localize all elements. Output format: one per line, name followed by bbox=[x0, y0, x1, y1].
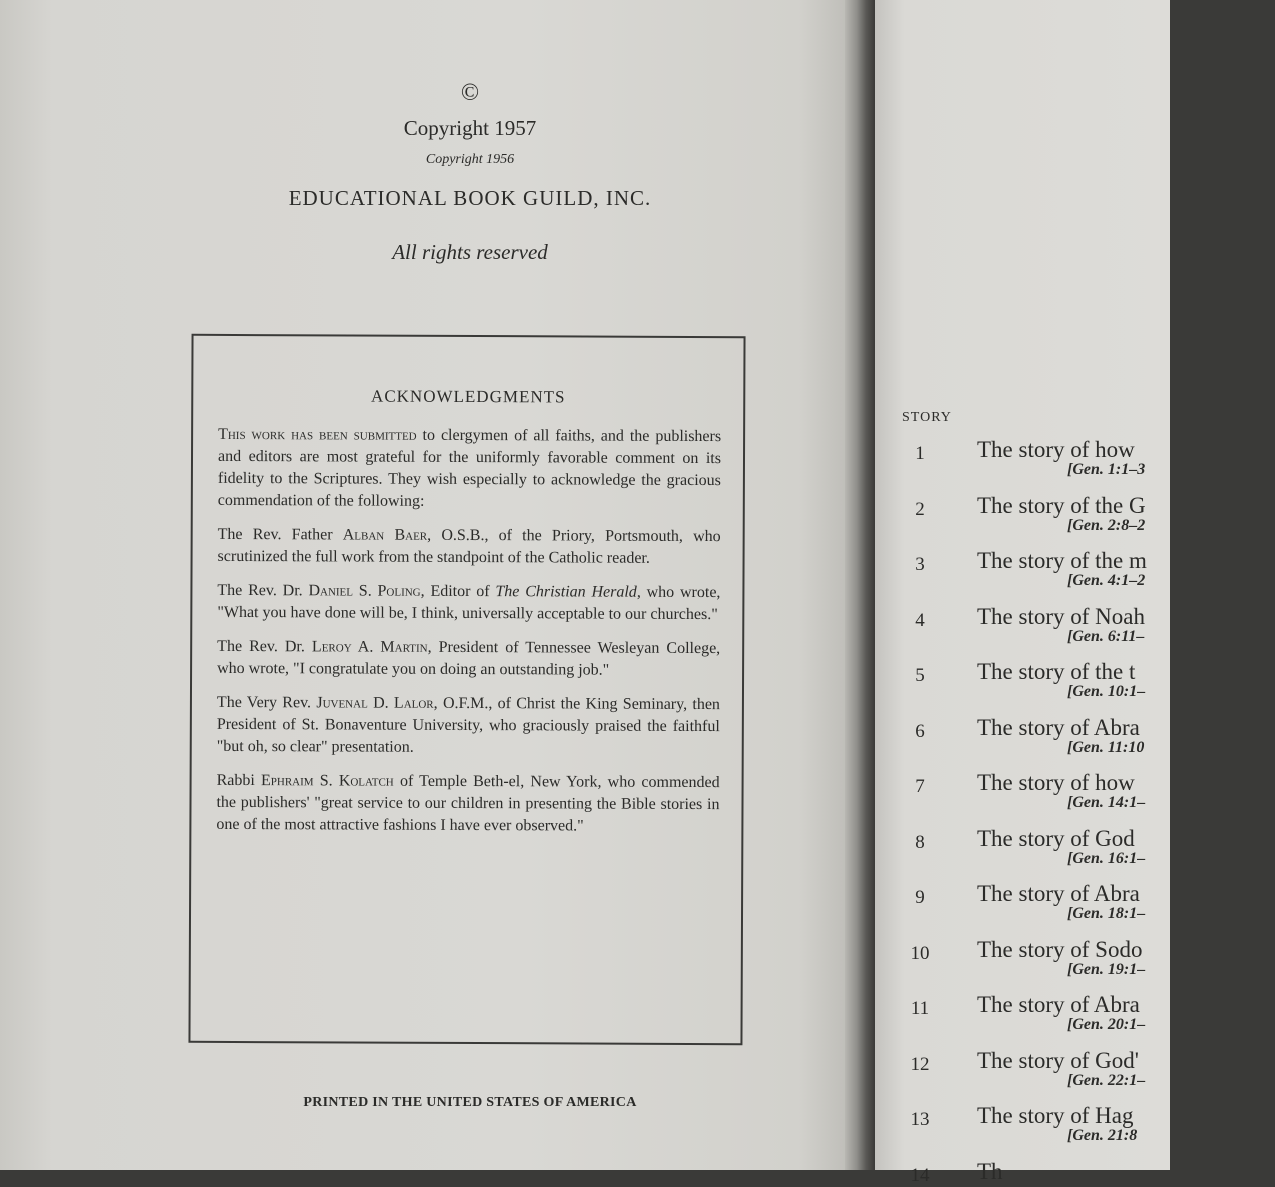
scripture-reference: [Gen. 6:11– bbox=[1067, 627, 1145, 645]
ack-paragraph-poling bbox=[217, 580, 720, 626]
acknowledgments-body bbox=[216, 424, 721, 850]
scripture-reference: [Gen. 19:1– bbox=[1067, 960, 1146, 978]
ack-name-martin: Leroy A. Martin bbox=[311, 638, 428, 656]
story-column-label: STORY bbox=[902, 410, 952, 425]
story-title: The story of Abra bbox=[977, 714, 1140, 740]
ack-text: , President of Tennessee Wesleyan College, who wrote, "I congratulate you on doing an outstanding job." bbox=[217, 638, 721, 679]
ack-paragraph-baer bbox=[218, 524, 721, 570]
story-number: 9 bbox=[915, 887, 925, 908]
ack-paragraph-kolatch bbox=[216, 770, 719, 838]
ack-text: , Editor of bbox=[420, 582, 496, 601]
story-title: The story of Abra bbox=[977, 881, 1140, 906]
ack-name-poling: Daniel S. Poling bbox=[308, 582, 421, 600]
scripture-reference: [Gen. 16:1– bbox=[1067, 849, 1146, 867]
ack-title: The Rev. Dr. bbox=[217, 581, 309, 600]
ack-text: of Temple Beth-el, New York, who commended the publishers' "great service to our children in presenting the Bible stories in one of the most attractive fashions I have ever observed." bbox=[216, 772, 720, 835]
story-number: 14 bbox=[910, 1164, 930, 1186]
ack-name-kolatch: Ephraim S. Kolatch bbox=[260, 772, 394, 790]
story-number: 13 bbox=[910, 1109, 930, 1130]
ack-paragraph-martin bbox=[217, 636, 720, 682]
story-number: 7 bbox=[915, 776, 925, 797]
story-title: The story of Sodo bbox=[977, 936, 1143, 962]
story-number: 5 bbox=[915, 665, 925, 686]
story-title: The story of Hag bbox=[977, 1103, 1134, 1128]
copyright-line-1957: Copyright 1957 bbox=[403, 116, 537, 140]
scripture-reference: [Gen. 22:1– bbox=[1067, 1071, 1146, 1089]
right-page bbox=[875, 0, 1170, 1186]
story-number: 1 bbox=[915, 443, 925, 464]
story-title: The story of Noah bbox=[977, 603, 1145, 629]
story-title: The story of how bbox=[977, 770, 1135, 795]
story-title: The story of God' bbox=[977, 1047, 1139, 1073]
story-number: 11 bbox=[910, 998, 930, 1019]
ack-text: , O.S.B., of the Priory, Portsmouth, who scrutinized the full work from the standpoint of the Catholic reader. bbox=[217, 526, 721, 567]
story-title: The story of the G bbox=[977, 492, 1146, 518]
publisher-name: EDUCATIONAL BOOK GUILD, INC. bbox=[288, 186, 652, 210]
story-number: 2 bbox=[915, 498, 925, 520]
ack-title: The Rev. Father bbox=[217, 525, 343, 544]
scripture-reference: [Gen. 1:1–3 bbox=[1067, 461, 1146, 478]
scripture-reference: [Gen. 18:1– bbox=[1067, 905, 1146, 922]
story-number: 4 bbox=[915, 609, 925, 631]
story-number: 12 bbox=[910, 1053, 930, 1075]
ack-paragraph-intro bbox=[218, 424, 721, 514]
scripture-reference: [Gen. 14:1– bbox=[1067, 794, 1146, 811]
ack-text: , who wrote, "What you have done will be, I think, universally acceptable to our churches." bbox=[217, 583, 721, 624]
scripture-reference: [Gen. 20:1– bbox=[1067, 1016, 1146, 1033]
ack-lead-in: This work has been submitted bbox=[218, 425, 417, 444]
ack-name-lalor: Juvenal D. Lalor bbox=[316, 694, 434, 712]
story-number: 6 bbox=[915, 720, 925, 742]
ack-publication: The Christian Herald bbox=[495, 583, 637, 601]
ack-intro-text: to clergymen of all faiths, and the publishers and editors are most grateful for the uniformly favorable comment on its fidelity to the Scriptures. They wish especially to acknowledge the gracious commendation of the following: bbox=[217, 426, 722, 510]
acknowledgments-box bbox=[188, 334, 745, 1045]
scripture-reference: [Gen. 10:1– bbox=[1067, 683, 1146, 700]
scripture-reference: [Gen. 2:8–2 bbox=[1067, 516, 1146, 534]
ack-paragraph-lalor bbox=[217, 692, 720, 760]
story-title: The story of Abra bbox=[977, 992, 1140, 1017]
ack-title: The Rev. Dr. bbox=[217, 637, 312, 656]
scripture-reference: [Gen. 21:8 bbox=[1067, 1127, 1138, 1144]
story-title: Th bbox=[977, 1158, 1003, 1184]
scripture-reference: [Gen. 11:10 bbox=[1067, 738, 1145, 756]
copyright-symbol: © bbox=[460, 80, 480, 106]
rights-statement: All rights reserved bbox=[392, 240, 548, 264]
ack-text: , O.F.M., of Christ the King Seminary, then President of St. Bonaventure University, who graciously praised the faithful "but oh, so clear" presentation. bbox=[216, 694, 720, 756]
story-number: 10 bbox=[910, 942, 930, 964]
acknowledgments-heading: ACKNOWLEDGMENTS bbox=[371, 386, 566, 407]
scripture-reference: [Gen. 4:1–2 bbox=[1067, 572, 1146, 589]
story-number: 8 bbox=[915, 831, 925, 853]
ack-title: Rabbi bbox=[216, 771, 262, 790]
story-title: The story of the t bbox=[977, 659, 1136, 684]
copyright-line-1956: Copyright 1956 bbox=[425, 152, 515, 167]
story-title: The story of the m bbox=[977, 548, 1147, 573]
story-number: 3 bbox=[915, 554, 925, 575]
printed-in-usa: PRINTED IN THE UNITED STATES OF AMERICA bbox=[303, 1095, 637, 1110]
ack-title: The Very Rev. bbox=[216, 693, 317, 712]
book-gutter bbox=[845, 0, 875, 1170]
story-title: The story of how bbox=[977, 437, 1135, 462]
ack-name-baer: Alban Baer bbox=[342, 526, 428, 544]
story-title: The story of God bbox=[977, 825, 1135, 851]
